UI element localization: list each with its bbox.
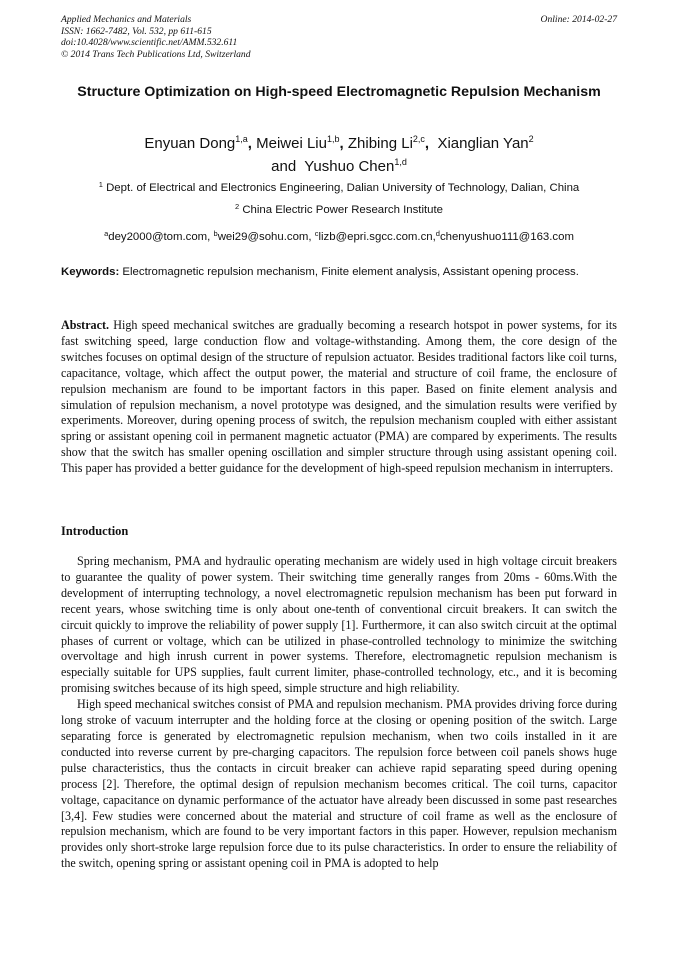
section-heading-introduction: Introduction xyxy=(61,524,129,538)
journal-header xyxy=(61,14,617,60)
email-link[interactable]: lizb@epri.sgcc.com.cn, xyxy=(318,231,436,243)
introduction-body xyxy=(61,554,617,872)
affiliation-mark: 1 xyxy=(98,180,103,189)
author-name: Yushuo Chen xyxy=(304,158,395,175)
email-mark: b xyxy=(213,229,218,238)
email-mark: a xyxy=(104,229,109,238)
paragraph: High speed mechanical switches consist of PMA and repulsion mechanism. PMA provides driving force during long stroke of vacuum interrupter and the holding force at the closing or opening position of the switch. Large separating force is generated by electromagnetic repulsion mechanism, when two coils installed in it are conducted into reverse current by pre-charging capacitors. The repulsion force between coil panels shows huge pulse characteristics, thus the contacts in circuit breaker can achieve rapid separating speed during opening process [2]. Therefore, the optimal design of repulsion mechanism becomes critical. The coil turns, capacitor voltage, capacitance on dynamic performance of the actuator have already been discussed in some past researches [3,4]. Few studies were concerned about the material and structure of coil frame as well as the enclosure of repulsion mechanism, which are found to be very important factors in this paper. However, repulsion mechanism provides only short-stroke large repulsion force due to its pulse characteristics. In order to ensure the reliability of the switch, opening spring or assistant opening coil in PMA is adopted to help xyxy=(61,697,617,871)
author-affiliation-mark: 1,b xyxy=(327,134,340,144)
author-name: Meiwei Liu xyxy=(256,135,327,152)
author-affiliation-mark: 2,c xyxy=(412,134,425,144)
author-name: Enyuan Dong xyxy=(144,135,236,152)
keywords-text: Electromagnetic repulsion mechanism, Finite element analysis, Assistant opening process. xyxy=(122,266,579,278)
paragraph: Spring mechanism, PMA and hydraulic operating mechanism are widely used in high voltage circuit breakers to guarantee the quality of power system. Their switching time generally ranges from 20ms - 60ms.With the development of interrupting technology, a novel electromagnetic repulsion mechanism has been put forward in recent years, whose switching time is only about one-tenth of conventional circuit breakers. It can switch the circuit quickly to improve the reliability of power supply [1]. Furthermore, it can also switch circuit at the optimal phases of current or voltage, which can be utilized in phase-controlled technology to minimize the switching overvoltage and high inrush current in power systems. Therefore, electromagnetic repulsion mechanism is especially suitable for UPS supplies, fault current limiter, phase-controlled technology, etc., and it is becoming promising switches because of its high speed, simple structure and high reliability. xyxy=(61,554,617,696)
author-affiliation-mark: 1,d xyxy=(394,157,407,167)
journal-name: Applied Mechanics and Materials xyxy=(61,14,192,25)
abstract-text: High speed mechanical switches are gradually becoming a research hotspot in power systems, for its fast switching speed, large conduction flow and voltage-withstanding. Among them, the core design of the switches focuses on optimal design of the structure of repulsion actuator. Besides traditional factors like coil turns, capacitance, voltage, which affect the output power, the material and structure of coil frame, the enclosure of repulsion mechanism are found to be important factors in this paper. Based on finite element analysis and simulation of repulsion mechanism, a novel prototype was designed, and the simulation results were verified by experiments. Moreover, during opening process of switch, the repulsion mechanism coupled with either assistant spring or assistant opening coil in permanent magnetic actuator (PMA) are compared by experiments. The results show that the switch has smaller opening oscillation and simpler structure through using assistant opening coil. This paper has provided a better guidance for the development of high-speed repulsion mechanism in interrupters. xyxy=(61,318,617,476)
email-link[interactable]: wei29@sohu.com, xyxy=(217,231,315,243)
email-list xyxy=(61,230,617,244)
author-name: Zhibing Li xyxy=(347,135,413,152)
paper-title: Structure Optimization on High-speed Electromagnetic Repulsion Mechanism xyxy=(77,84,601,100)
affiliation-text: Dept. of Electrical and Electronics Engineering, Dalian University of Technology, Dalian, China xyxy=(106,182,580,194)
online-date: Online: 2014-02-27 xyxy=(540,14,617,25)
journal-doi[interactable]: doi:10.4028/www.scientific.net/AMM.532.611 xyxy=(61,37,238,49)
author-and: and xyxy=(271,158,297,175)
affiliation-text: China Electric Power Research Institute xyxy=(242,204,444,216)
keywords xyxy=(61,265,617,280)
email-link[interactable]: dey2000@tom.com, xyxy=(108,231,214,243)
email-mark: c xyxy=(314,229,319,238)
abstract xyxy=(61,318,617,477)
affiliation-mark: 2 xyxy=(234,202,240,211)
author-name: Xianglian Yan xyxy=(437,135,529,152)
author-list: Enyuan Dong$^{1,a}$, Meiwei Liu$^{1,b}$, Zhibing Li$^{2,c}$, Xianglian Yan$^2$ and Yushuo Chen$^{1,d}$ xyxy=(144,134,534,175)
author-affiliation-mark: 1,a xyxy=(235,134,248,144)
journal-issn: ISSN: 1662-7482, Vol. 532, pp 611-615 xyxy=(61,25,212,37)
journal-copyright: © 2014 Trans Tech Publications Ltd, Switzerland xyxy=(61,48,251,60)
affiliation-1 xyxy=(61,181,617,195)
author-affiliation-mark: 2 xyxy=(528,134,534,144)
affiliation-2 xyxy=(61,203,617,217)
keywords-label: Keywords: xyxy=(61,266,120,278)
email-link[interactable]: chenyushuo111@163.com xyxy=(439,231,574,243)
email-mark: d xyxy=(435,229,440,238)
abstract-label: Abstract. xyxy=(61,318,110,332)
